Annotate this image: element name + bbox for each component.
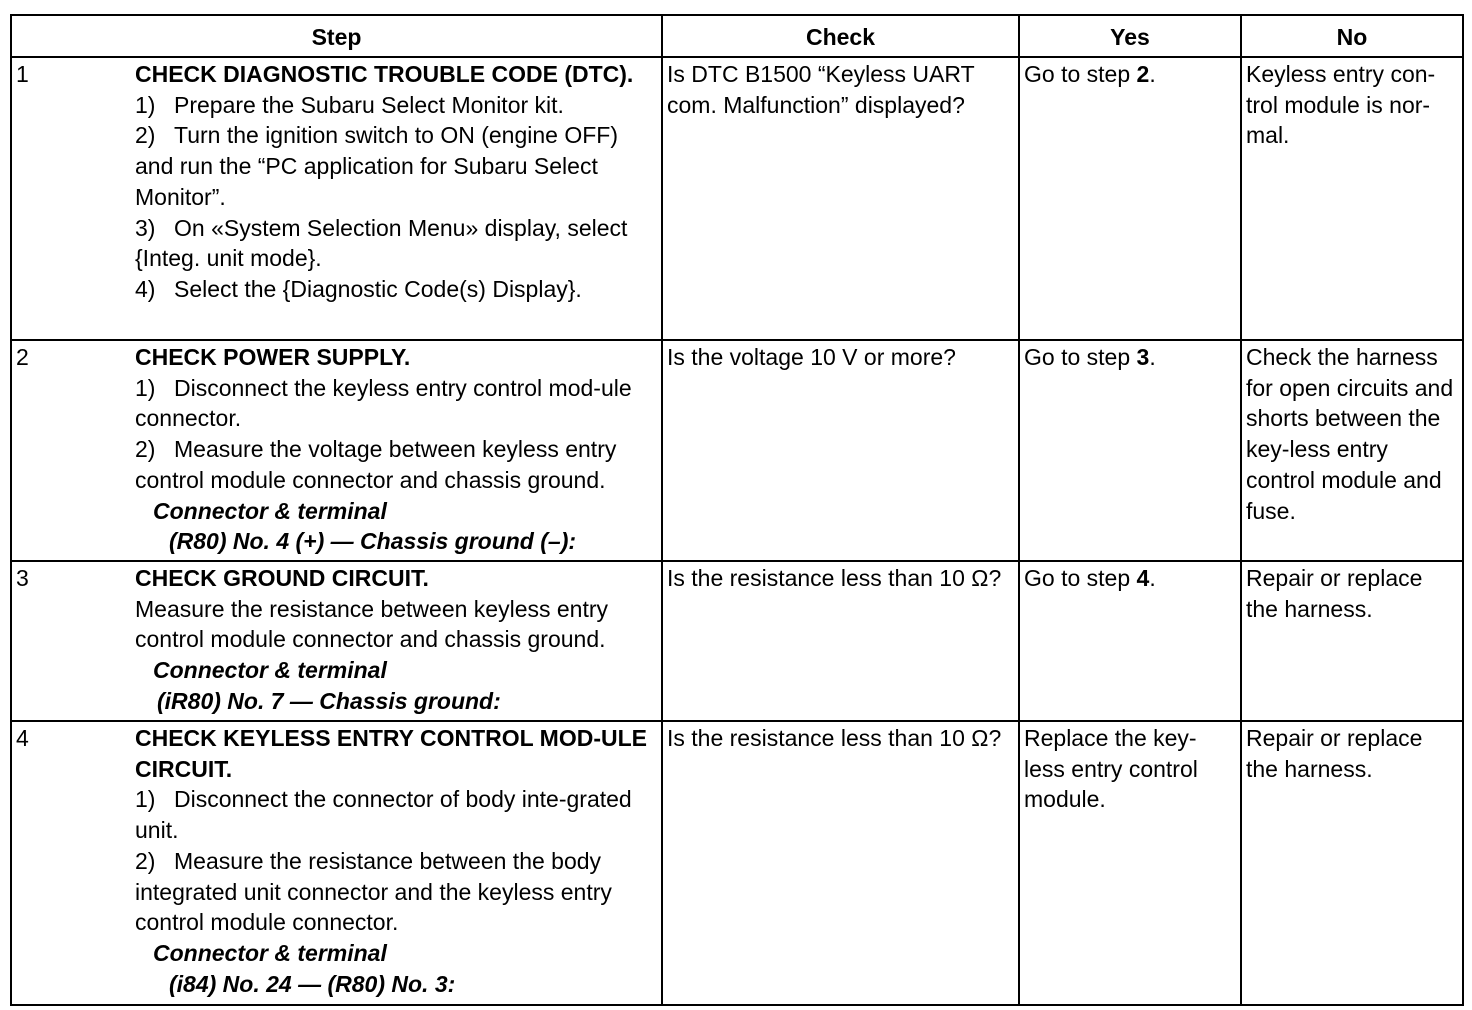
table-row [11, 57, 1463, 340]
yes-cell [1019, 57, 1241, 340]
step-description [135, 57, 662, 340]
table-row [11, 721, 1463, 1005]
no-cell: Repair or replace the harness. [1241, 561, 1463, 721]
step-item-text: Disconnect the keyless entry control mod-ule connector. [135, 374, 632, 432]
step-item-number: 1) [135, 374, 156, 401]
step-item [135, 373, 655, 434]
step-item-number: 2) [135, 436, 156, 463]
step-title: CHECK GROUND CIRCUIT. [135, 565, 429, 591]
step-item [135, 846, 655, 938]
header-step: Step [11, 15, 662, 57]
step-item [135, 213, 655, 274]
step-item-number: 2) [135, 122, 156, 149]
step-item-text: Measure the voltage between keyless entry control module connector and chassis ground. [135, 436, 617, 493]
yes-suffix: . [1149, 344, 1156, 370]
check-cell: Is the voltage 10 V or more? [662, 340, 1019, 561]
no-cell: Repair or replace the harness. [1241, 721, 1463, 1005]
step-item-text: Select the {Diagnostic Code(s) Display}. [174, 275, 582, 302]
step-description [135, 561, 662, 721]
check-cell: Is the resistance less than 10 Ω? [662, 561, 1019, 721]
yes-prefix: Go to step [1024, 61, 1137, 87]
step-title: CHECK POWER SUPPLY. [135, 344, 411, 370]
step-number: 3 [11, 561, 135, 721]
step-item-number: 1) [135, 91, 156, 118]
step-description [135, 340, 662, 561]
step-item [135, 434, 655, 495]
connector-label: Connector & terminal [153, 657, 387, 684]
step-item-number: 4) [135, 275, 156, 302]
step-item-text: Measure the resistance between the body integrated unit connector and the keyless entry control module connector. [135, 847, 612, 936]
step-item [135, 90, 655, 121]
step-title: CHECK KEYLESS ENTRY CONTROL MOD-ULE CIRCUIT. [135, 725, 647, 782]
step-item [135, 274, 655, 305]
step-item-number: 2) [135, 847, 156, 874]
check-cell: Is DTC B1500 “Keyless UART com. Malfunction” displayed? [662, 57, 1019, 340]
yes-prefix: Go to step [1024, 344, 1137, 370]
step-item-text: Prepare the Subaru Select Monitor kit. [174, 91, 564, 118]
step-item [135, 120, 655, 212]
yes-step-ref: 2 [1136, 61, 1150, 87]
step-title: CHECK DIAGNOSTIC TROUBLE CODE (DTC). [135, 61, 634, 87]
terminal-spec: (iR80) No. 7 — Chassis ground: [157, 687, 501, 714]
no-cell: Keyless entry con-trol module is nor-mal. [1241, 57, 1463, 340]
yes-cell: Replace the key-less entry control module. [1019, 721, 1241, 1005]
header-yes: Yes [1019, 15, 1241, 57]
check-cell: Is the resistance less than 10 Ω? [662, 721, 1019, 1005]
header-check: Check [662, 15, 1019, 57]
header-no: No [1241, 15, 1463, 57]
yes-suffix: . [1149, 565, 1156, 591]
terminal-spec: (i84) No. 24 — (R80) No. 3: [169, 970, 456, 997]
step-description [135, 721, 662, 1005]
yes-cell [1019, 340, 1241, 561]
yes-cell [1019, 561, 1241, 721]
yes-prefix: Go to step [1024, 565, 1137, 591]
yes-step-ref: 4 [1136, 565, 1150, 591]
step-item [135, 784, 655, 845]
table-row [11, 340, 1463, 561]
step-number: 4 [11, 721, 135, 1005]
header-row [11, 15, 1463, 57]
step-item-number: 1) [135, 786, 156, 813]
yes-step-ref: 3 [1136, 344, 1150, 370]
step-item-number: 3) [135, 214, 156, 241]
step-number: 2 [11, 340, 135, 561]
step-item-text: Turn the ignition switch to ON (engine OFF) and run the “PC application for Subaru Select Monitor”. [135, 122, 618, 210]
step-number: 1 [11, 57, 135, 340]
yes-suffix: . [1149, 61, 1156, 87]
step-item-text: Disconnect the connector of body inte-grated unit. [135, 786, 632, 844]
terminal-spec: (R80) No. 4 (+) — Chassis ground (–): [169, 528, 577, 555]
connector-label: Connector & terminal [153, 497, 387, 524]
step-body: Measure the resistance between keyless entry control module connector and chassis ground. [135, 595, 609, 653]
diagnostic-table [10, 14, 1464, 1006]
connector-label: Connector & terminal [153, 939, 387, 966]
step-item-text: On «System Selection Menu» display, select {Integ. unit mode}. [135, 214, 628, 272]
table-row [11, 561, 1463, 721]
no-cell: Check the harness for open circuits and shorts between the key-less entry control module and fuse. [1241, 340, 1463, 561]
